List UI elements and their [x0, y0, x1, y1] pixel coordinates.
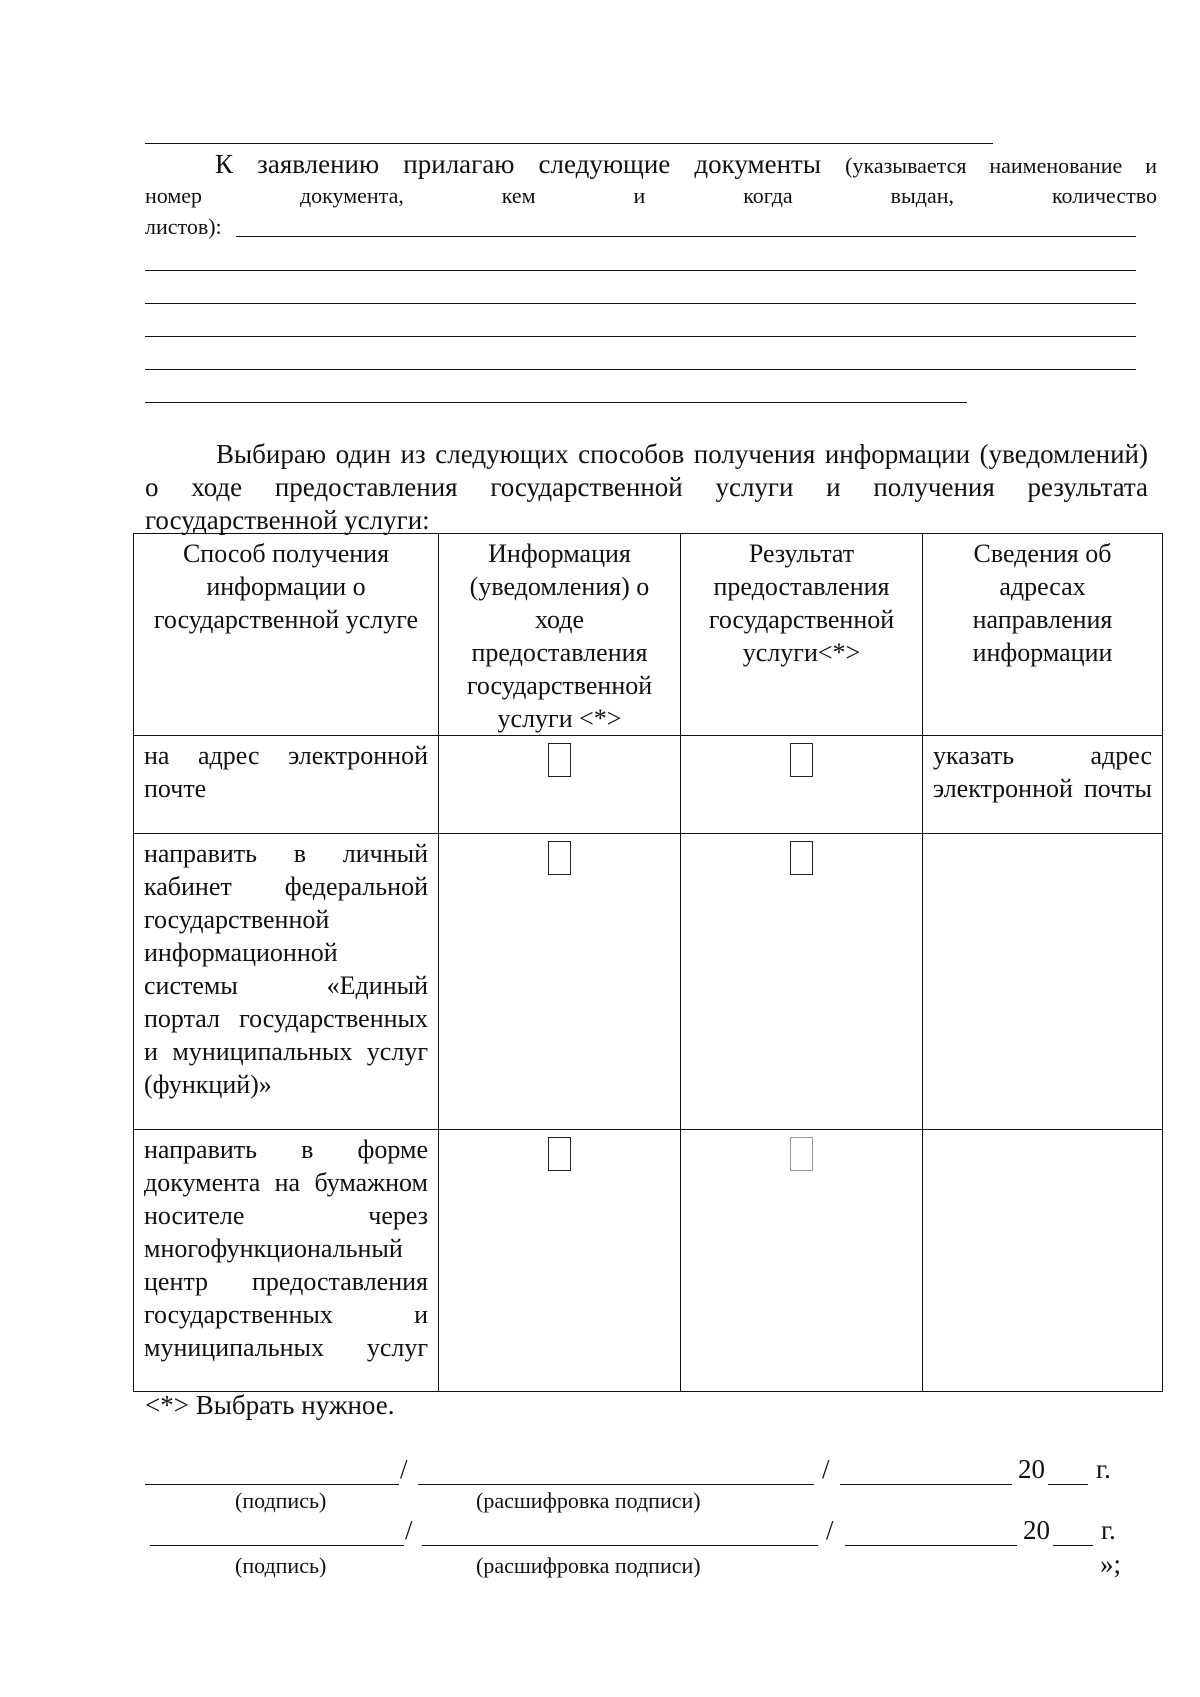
slash: /	[822, 1454, 830, 1484]
date-line[interactable]	[845, 1545, 1017, 1546]
address-paper	[923, 1130, 1163, 1392]
method-portal	[134, 834, 439, 1130]
attachments-blank-line[interactable]	[145, 402, 967, 403]
slash: /	[400, 1454, 408, 1484]
header-method: Способ получения информации о государственной услуге	[134, 534, 439, 736]
attachments-note-line	[145, 183, 1157, 209]
cell-result-paper	[681, 1130, 923, 1392]
delivery-options-table	[133, 533, 1163, 1392]
checkbox-result-portal[interactable]	[790, 841, 813, 875]
caption-decode: (расшифровка подписи)	[476, 1488, 701, 1513]
attachments-note-word: количество	[1051, 183, 1157, 208]
cell-result-portal	[681, 834, 923, 1130]
date-line[interactable]	[840, 1484, 1012, 1485]
attachments-intro	[145, 148, 1157, 182]
method-email-text: на адрес электронной почте	[144, 741, 428, 803]
table-row	[134, 834, 1163, 1130]
year-suffix: г.	[1101, 1515, 1116, 1545]
year-prefix: 20	[1018, 1454, 1045, 1484]
caption-signature: (подпись)	[235, 1488, 327, 1513]
method-email	[134, 736, 439, 834]
attachments-note-word: кем	[501, 183, 536, 208]
cell-info-portal	[439, 834, 681, 1130]
cell-info-email	[439, 736, 681, 834]
year-line[interactable]	[1053, 1545, 1093, 1546]
caption-signature: (подпись)	[235, 1553, 327, 1578]
caption-decode: (расшифровка подписи)	[476, 1553, 701, 1578]
address-email-text: указать адрес электронной почты	[933, 741, 1152, 803]
slash: /	[405, 1515, 413, 1545]
address-portal	[923, 834, 1163, 1130]
year-line[interactable]	[1048, 1484, 1088, 1485]
attachments-note-word: когда	[743, 183, 793, 208]
table-row	[134, 1130, 1163, 1392]
attachments-note-tail: листов):	[145, 214, 222, 239]
header-address: Сведения об адресах направления информации	[923, 534, 1163, 736]
checkbox-info-portal[interactable]	[548, 841, 571, 875]
year-suffix: г.	[1096, 1454, 1111, 1484]
top-blank-line[interactable]	[145, 143, 993, 144]
signature-line[interactable]	[150, 1545, 404, 1546]
closing-quote: »;	[1100, 1549, 1122, 1579]
attachments-note-word: документа,	[299, 183, 404, 208]
signature-line[interactable]	[145, 1484, 399, 1485]
address-email	[923, 736, 1163, 834]
signature-decode-line[interactable]	[418, 1484, 814, 1485]
checkbox-info-email[interactable]	[548, 743, 571, 777]
attachments-note-word: выдан,	[890, 183, 955, 208]
checkbox-result-paper[interactable]	[790, 1137, 813, 1171]
checkbox-info-paper[interactable]	[548, 1137, 571, 1171]
attachments-blank-line[interactable]	[145, 303, 1136, 304]
attachments-intro-main: К заявлению прилагаю следующие документы	[215, 149, 821, 179]
delivery-paragraph-text: Выбираю один из следующих способов получения информации (уведомлений) о ходе предоставления государственной услуги и получения результата государственной услуги:	[145, 439, 1148, 535]
cell-result-email	[681, 736, 923, 834]
cell-info-paper	[439, 1130, 681, 1392]
signature-decode-line[interactable]	[422, 1545, 818, 1546]
table-footnote: <*> Выбрать нужное.	[145, 1390, 395, 1420]
attachments-note-word: номер	[145, 183, 203, 208]
slash: /	[826, 1515, 834, 1545]
year-prefix: 20	[1023, 1515, 1050, 1545]
attachments-note-word: и	[633, 183, 646, 208]
attachments-blank-line[interactable]	[145, 336, 1136, 337]
method-paper-text: направить в форме документа на бумажном носителе через многофункциональный центр предоставления государственных и муниципальных услуг	[144, 1135, 428, 1362]
attachments-blank-line[interactable]	[145, 270, 1136, 271]
header-info: Информация (уведомления) о ходе предоставления государственной услуги <*>	[439, 534, 681, 736]
header-result: Результат предоставления государственной услуги<*>	[681, 534, 923, 736]
attachments-intro-note: (указывается наименование и	[845, 153, 1157, 178]
method-portal-text: направить в личный кабинет федеральной государственной информационной системы «Единый портал государственных и муниципальных услуг (функций)»	[144, 839, 428, 1099]
attachments-blank-line[interactable]	[236, 236, 1136, 237]
method-paper	[134, 1130, 439, 1392]
attachments-blank-line[interactable]	[145, 369, 1136, 370]
table-row	[134, 736, 1163, 834]
table-header-row	[134, 534, 1163, 736]
checkbox-result-email[interactable]	[790, 743, 813, 777]
delivery-paragraph	[145, 438, 1148, 537]
